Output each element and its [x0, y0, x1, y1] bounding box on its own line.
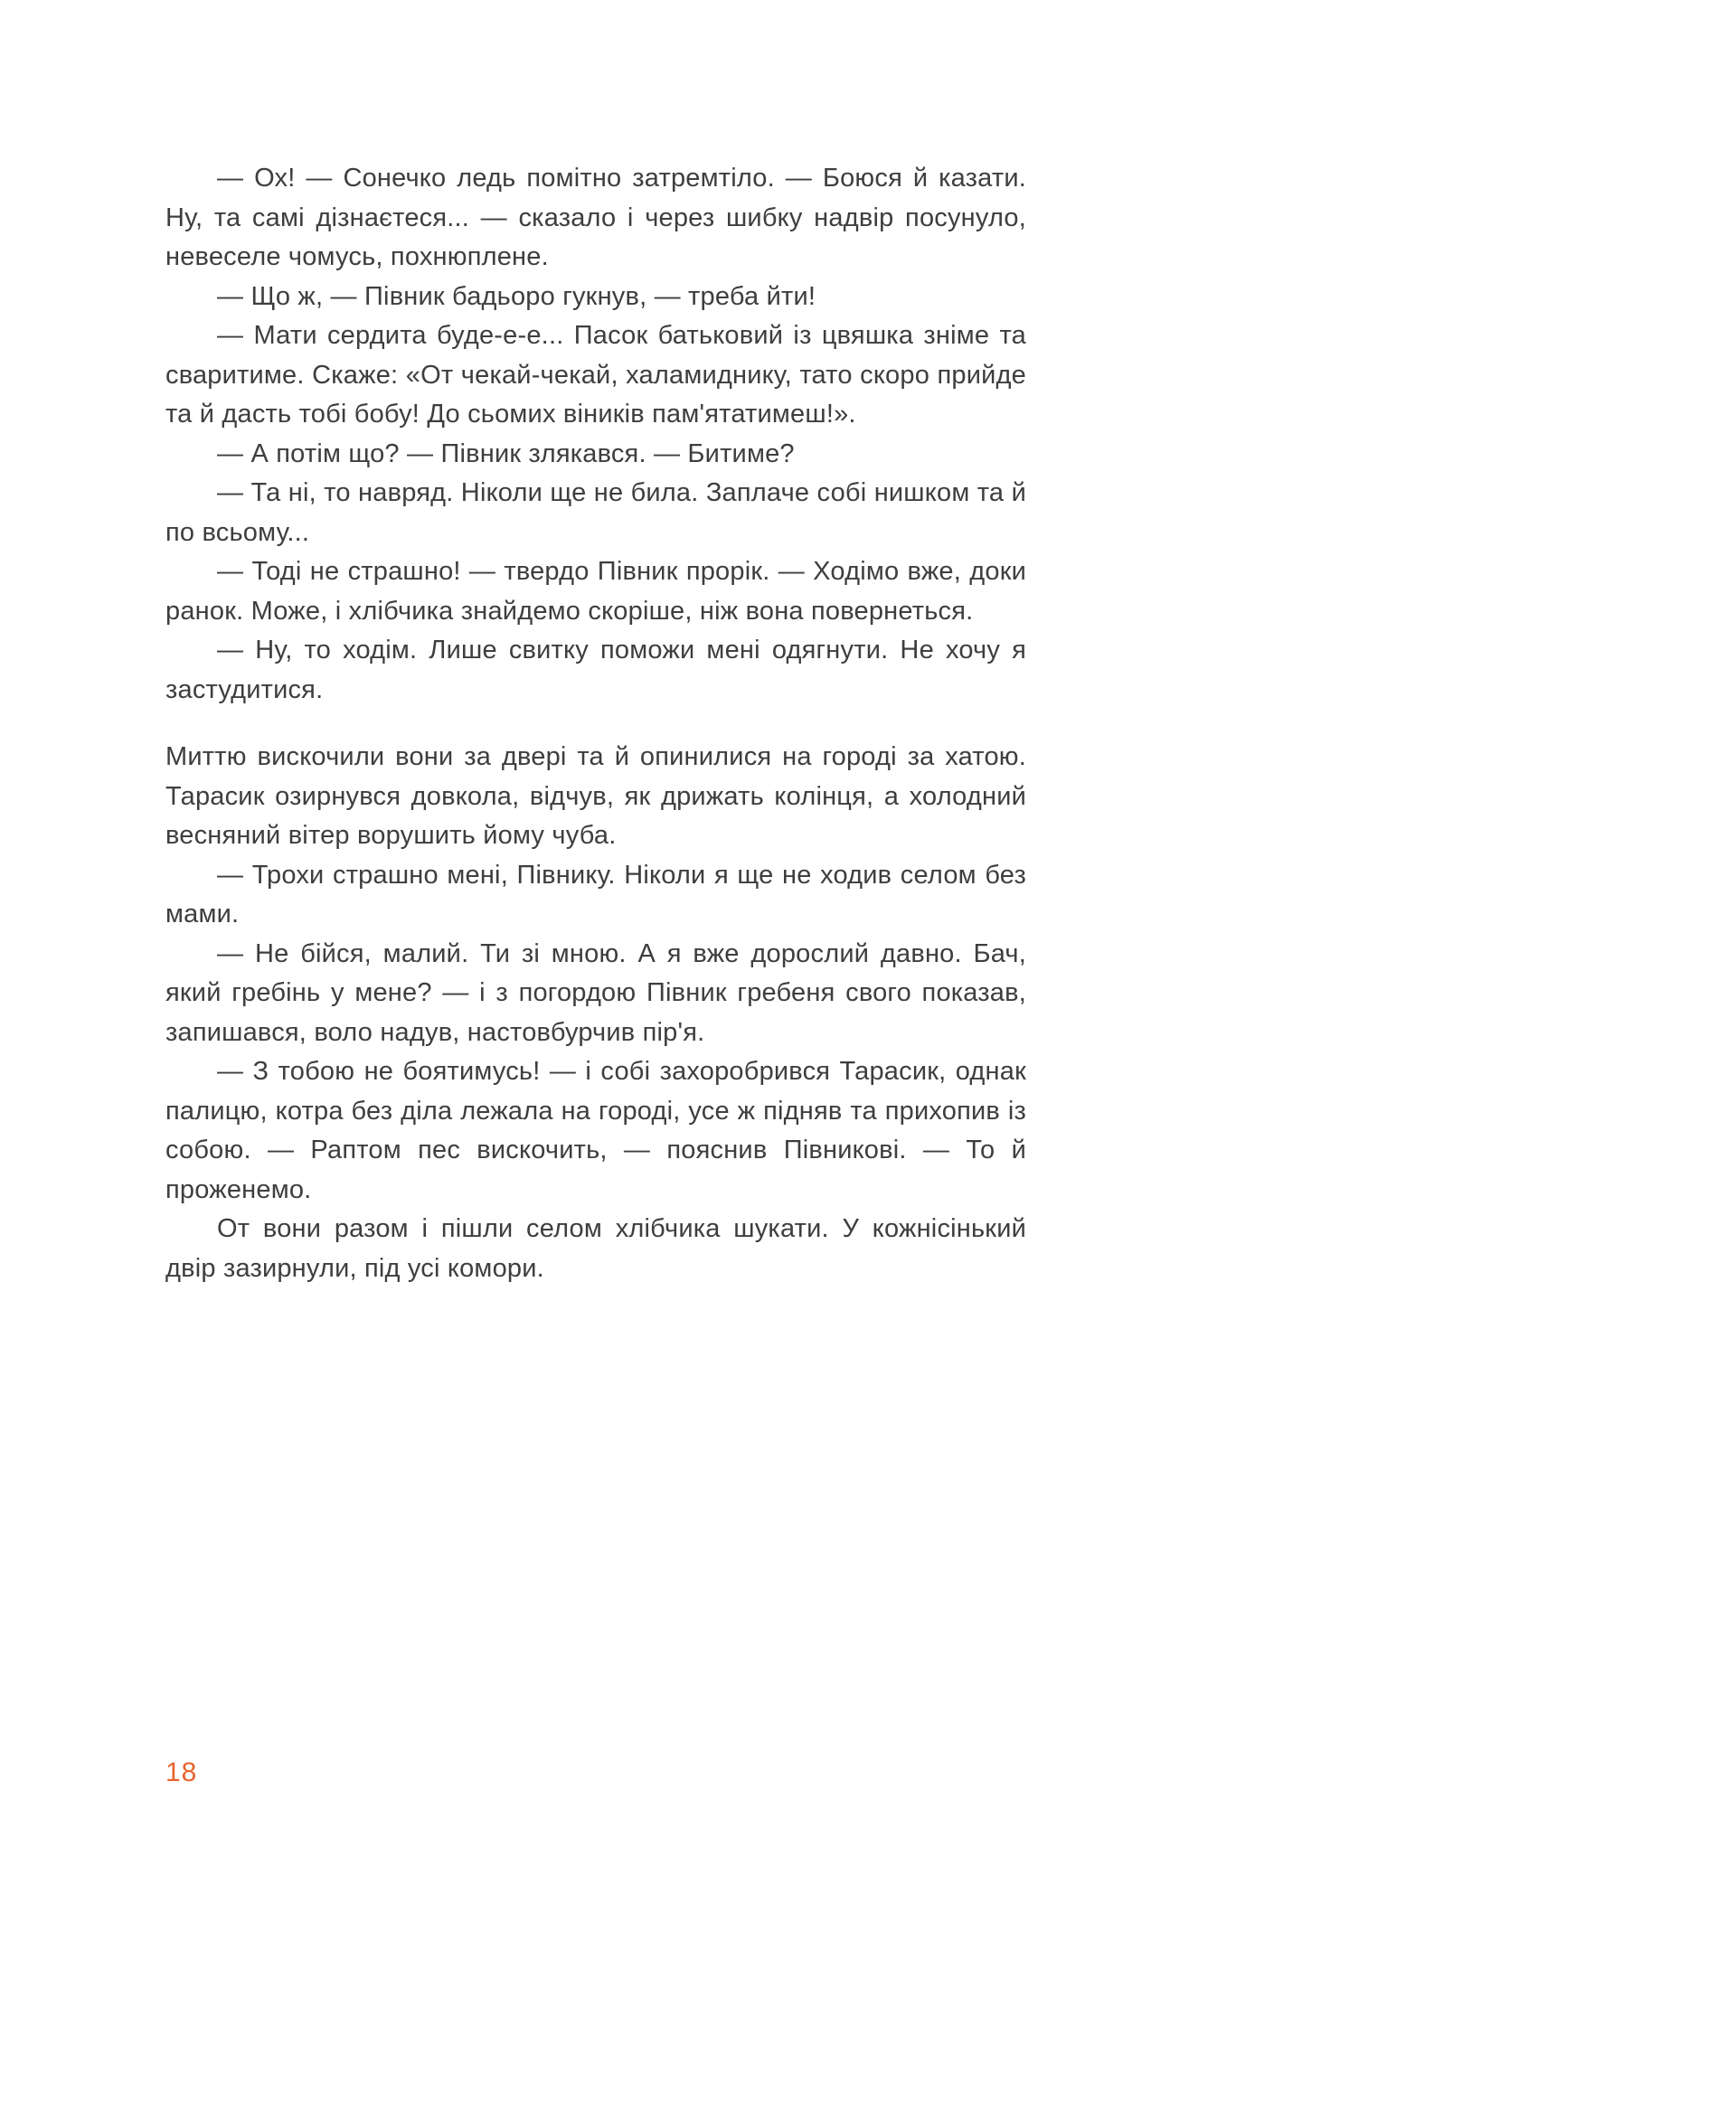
paragraph: — З тобою не боятимусь! — і собі захоробрився Тарасик, однак палицю, котра без діла лежала на городі, усе ж підняв та прихопив із собою. — Раптом пес вискочить, — пояснив Півникові. — То й проженемо. — [165, 1057, 1026, 1204]
paragraph: — Ну, то ходім. Лише свитку поможи мені одягнути. Не хочу я застудитися. — [165, 636, 1026, 704]
paragraph: — Що ж, — Півник бадьоро гукнув, — треба йти! — [217, 281, 816, 311]
paragraph: Миттю вискочили вони за двері та й опинилися на городі за хатою. Тарасик озирнувся довкола, відчув, як дрижать колінця, а холодний весняний вітер ворушить йому чуба. — [165, 742, 1026, 850]
paragraph: — Тоді не страшно! — твердо Півник прорік. — Ходімо вже, доки ранок. Може, і хлібчика знайдемо скоріше, ніж вона повернеться. — [165, 557, 1026, 626]
paragraph: — Не бійся, малий. Ти зі мною. А я вже дорослий давно. Бач, який гребінь у мене? — і з погордою Півник гребеня свого показав, запишався, воло надув, настовбурчив пір'я. — [165, 938, 1026, 1047]
paragraph: — Ох! — Сонечко ледь помітно затремтіло. — Боюся й казати. Ну, та самі дізнаєтеся... — сказало і через шибку надвір посунуло, невеселе чомусь, похнюплене. — [165, 164, 1026, 271]
text-block — [165, 159, 1026, 1288]
paragraph: — А потім що? — Півник злякався. — Битиме? — [217, 438, 795, 468]
paragraph: — Мати сердита буде-е-е... Пасок батьковий із цвяшка зніме та сваритиме. Скаже: «От чекай-чекай, халамиднику, тато скоро прийде та й дасть тобі бобу! До сьомих віників пам'ятатимеш!». — [165, 321, 1026, 429]
page-number: 18 — [165, 1758, 198, 1787]
paragraph: — Та ні, то навряд. Ніколи ще не била. Заплаче собі нишком та й по всьому... — [165, 478, 1026, 547]
paragraph: От вони разом і пішли селом хлібчика шукати. У кожнісінький двір зазирнули, під усі комори. — [165, 1214, 1026, 1283]
paragraph: — Трохи страшно мені, Півнику. Ніколи я ще не ходив селом без мами. — [165, 860, 1026, 928]
